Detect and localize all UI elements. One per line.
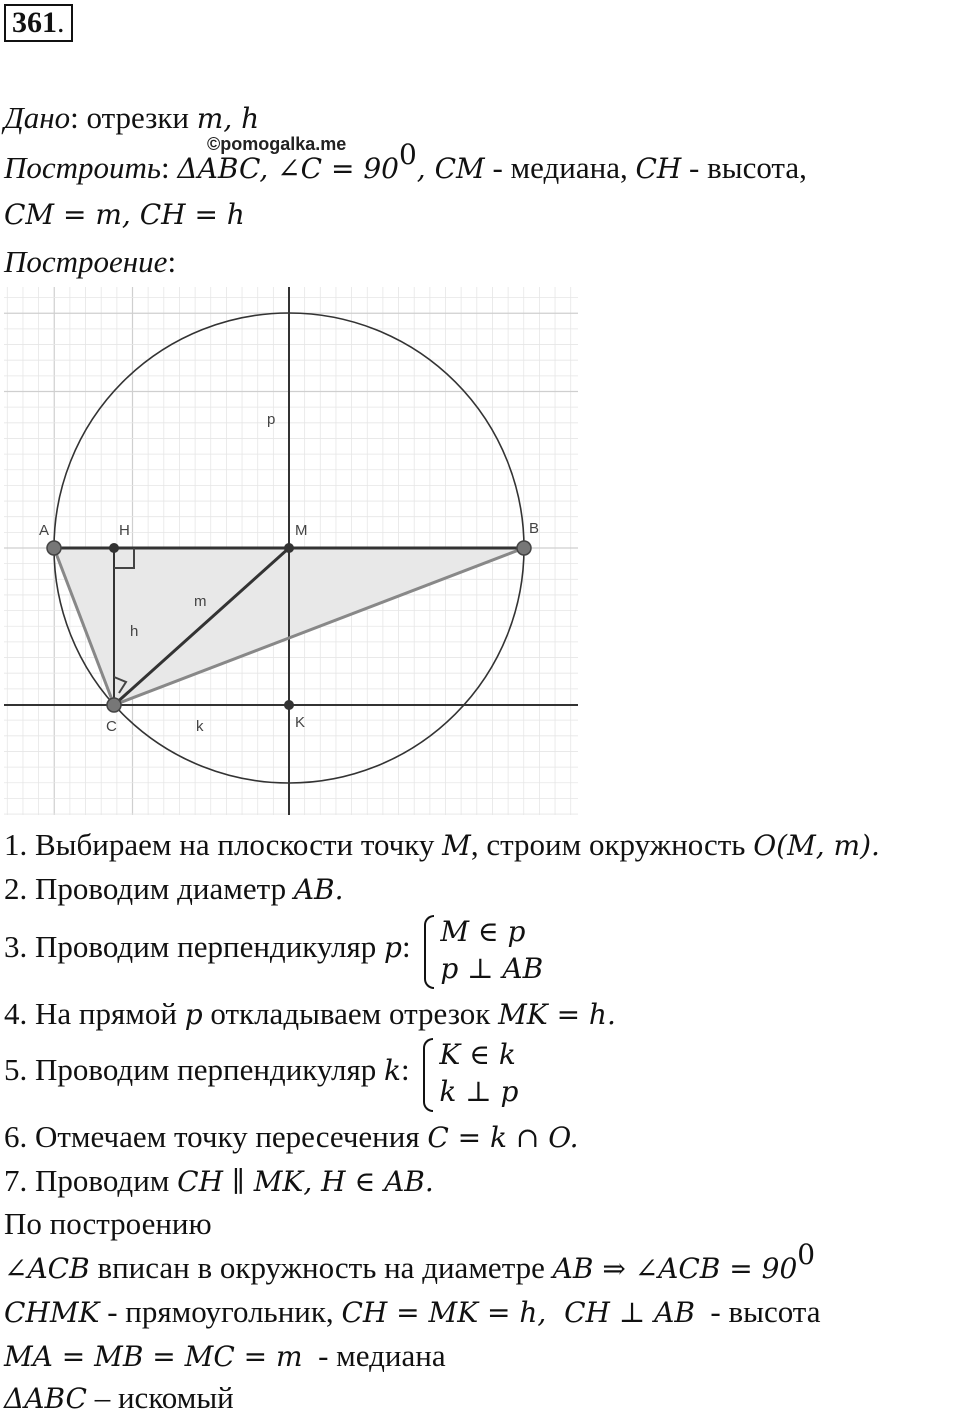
construction-label: Построение (4, 244, 168, 279)
label-m: M (295, 522, 308, 539)
given-math: m, h (196, 102, 260, 135)
step-1-math-1: M (442, 829, 471, 862)
construct-triangle: ΔABC, ∠C = 90 (177, 152, 399, 185)
step-2 (4, 871, 344, 908)
point-a (47, 541, 61, 555)
step-5-row-1: K ∈ k (439, 1038, 516, 1071)
label-p: p (267, 411, 276, 428)
step-4 (4, 996, 616, 1033)
proof-line-2 (4, 1294, 820, 1331)
proof-1-degree: 0 (797, 1238, 816, 1271)
point-b (517, 541, 531, 555)
proof-2-math-2: CH = MK = h, CH ⊥ AB (341, 1296, 695, 1329)
step-6 (4, 1119, 579, 1156)
label-h-segment: h (130, 623, 139, 640)
point-k (284, 700, 294, 710)
step-5-colon: : (401, 1052, 410, 1088)
watermark: ©pomogalka.me (207, 134, 347, 154)
step-5 (4, 1036, 518, 1110)
step-3-text: 3. Проводим перпендикуляр (4, 929, 385, 965)
label-b: B (529, 520, 540, 537)
proof-1-math-2: AB ⇒ ∠ACB = 90 (552, 1252, 798, 1285)
proof-line-4 (4, 1380, 234, 1417)
step-4-math-1: p (184, 998, 203, 1031)
point-c (107, 698, 121, 712)
step-3-colon: : (401, 929, 411, 965)
point-h (109, 543, 119, 553)
proof-1-text: вписан в окружность на диаметре (89, 1250, 553, 1285)
proof-intro: По построению (4, 1206, 212, 1241)
step-1-text-2: , строим окружность (470, 827, 754, 862)
step-3-row-1: M ∈ p (440, 915, 526, 948)
construct-conditions: CM = m, CH = h (4, 198, 245, 231)
step-6-math: C = k ∩ O. (427, 1121, 579, 1154)
step-4-text: 4. На прямой (4, 996, 185, 1031)
construct-colon: : (161, 150, 178, 185)
construct-median-var: , CM (416, 152, 485, 185)
problem-number-dot: . (57, 6, 65, 39)
step-1-text: 1. Выбираем на плоскости точку (4, 827, 443, 862)
step-5-row-2: k ⊥ p (439, 1075, 519, 1108)
construct-label: Построить (4, 150, 162, 185)
proof-1-math-1: ∠ACB (4, 1252, 90, 1285)
given-label: Дано (4, 100, 71, 135)
brace-icon (424, 915, 434, 989)
proof-4-math: ΔABC (4, 1382, 87, 1415)
proof-line-3 (4, 1338, 446, 1375)
label-c: C (106, 718, 117, 735)
step-4-math-2: MK = h. (498, 998, 616, 1031)
label-k: K (295, 714, 306, 731)
label-a: A (39, 522, 50, 539)
given-text: : отрезки (70, 100, 197, 135)
step-4-text-2: откладываем отрезок (202, 996, 499, 1031)
proof-2-math-1: CHMK (4, 1296, 100, 1329)
construct-height-var: CH (635, 152, 682, 185)
step-2-text: 2. Проводим диаметр (4, 871, 294, 906)
step-5-math: k (384, 1054, 402, 1088)
given-line (4, 100, 259, 137)
problem-number-value: 361 (12, 6, 57, 39)
construct-height-word: - высота, (681, 150, 807, 185)
construct-median-word: - медиана, (484, 150, 636, 185)
label-m-segment: m (194, 593, 207, 610)
label-h: H (119, 522, 130, 539)
step-3-row-2: p ⊥ AB (440, 952, 544, 985)
proof-3-text: - медиана (302, 1338, 446, 1373)
construction-heading (4, 244, 176, 280)
construct-line-2 (4, 196, 245, 233)
construction-figure (4, 287, 578, 815)
step-5-system (423, 1036, 518, 1110)
brace-icon (423, 1038, 433, 1112)
construction-colon: : (167, 244, 177, 279)
proof-2-text-2: - высота (694, 1294, 821, 1329)
point-m (284, 543, 294, 553)
step-1-math-2: O(M, m). (753, 829, 880, 862)
step-1 (4, 827, 880, 864)
step-3-system (424, 913, 543, 987)
step-6-text: 6. Отмечаем точку пересечения (4, 1119, 428, 1154)
step-2-math: AB. (293, 873, 344, 906)
proof-2-text: - прямоугольник, (99, 1294, 342, 1329)
step-7-math: CH ∥ MK, H ∈ AB. (177, 1165, 434, 1198)
step-3 (4, 913, 543, 987)
step-3-math: p (384, 931, 402, 965)
proof-3-math: MA = MB = MC = m (4, 1340, 303, 1373)
proof-line-1 (4, 1238, 816, 1287)
problem-number (4, 4, 73, 42)
step-7 (4, 1163, 434, 1200)
step-5-text: 5. Проводим перпендикуляр (4, 1052, 385, 1088)
construct-degree: 0 (398, 138, 417, 171)
proof-4-text: – искомый (86, 1380, 234, 1415)
step-7-text: 7. Проводим (4, 1163, 178, 1198)
label-k-line: k (196, 718, 204, 735)
